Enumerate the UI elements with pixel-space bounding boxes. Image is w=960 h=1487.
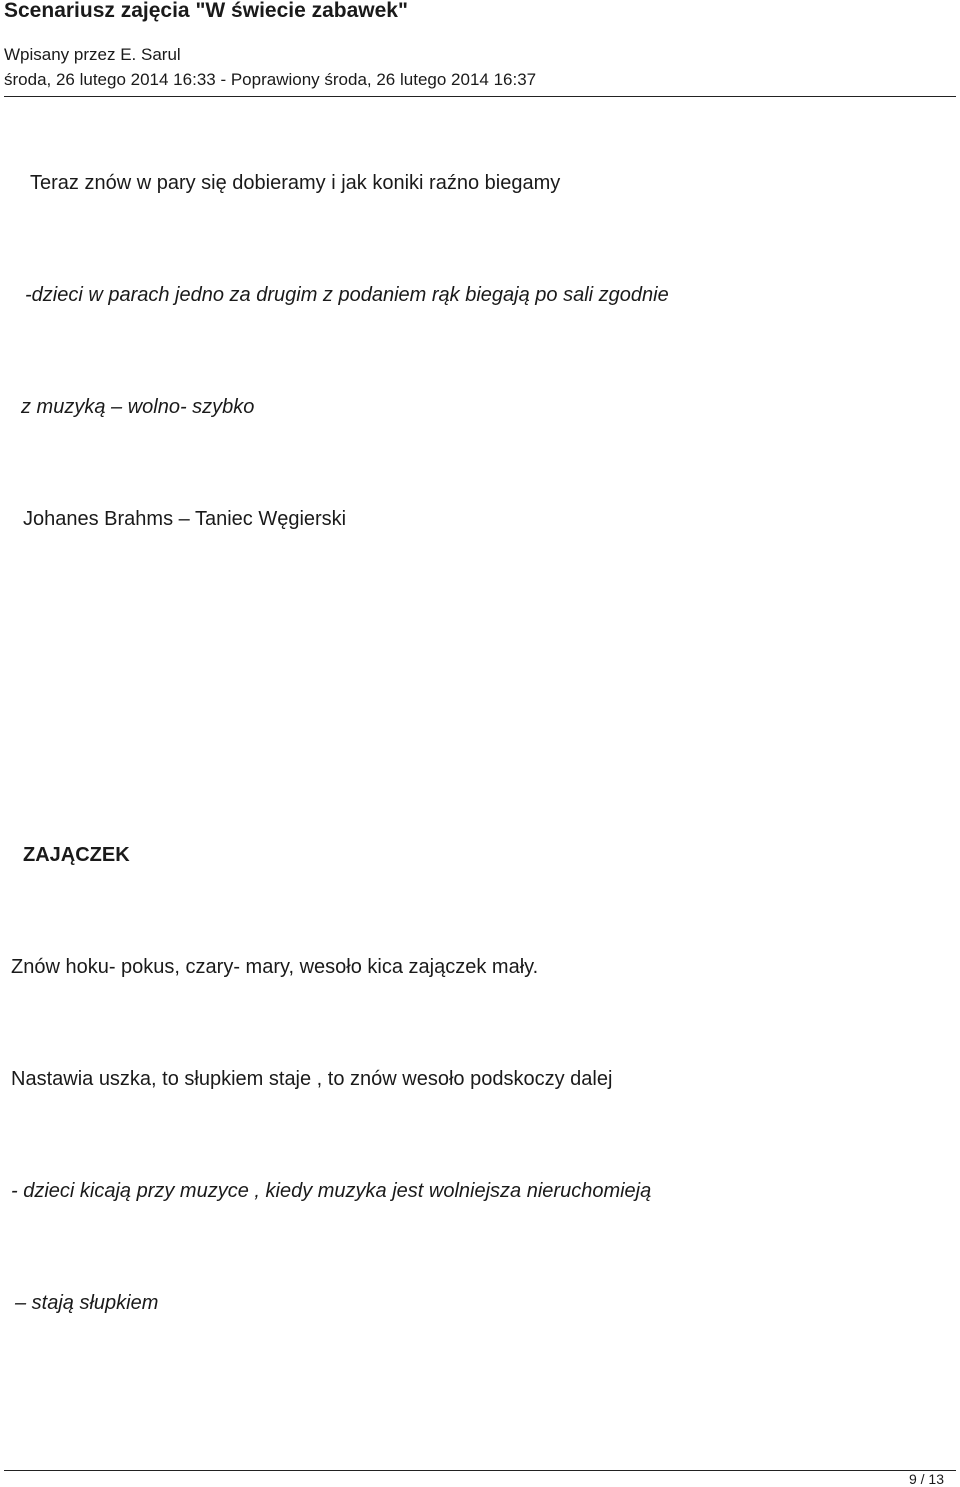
author-line: Wpisany przez E. Sarul <box>4 45 181 64</box>
music-reference: Johanes Brahms – Taniec Węgierski <box>23 508 347 530</box>
verse-line-pairs: Teraz znów w pary się dobieramy i jak koniki raźno biegamy <box>30 172 561 194</box>
verse-line-hop: Znów hoku- pokus, czary- mary, wesoło kica zajączek mały. <box>11 956 539 978</box>
section-heading: ZAJĄCZEK <box>23 844 130 866</box>
instruction-line-hop: - dzieci kicają przy muzyce , kiedy muzyka jest wolniejsza nieruchomieją <box>11 1180 652 1202</box>
document-title: Scenariusz zajęcia "W świecie zabawek" <box>4 0 408 22</box>
instruction-line-pairs: -dzieci w parach jedno za drugim z podaniem rąk biegają po sali zgodnie <box>25 284 669 306</box>
instruction-line-stand: – stają słupkiem <box>15 1292 159 1314</box>
verse-line-ears: Nastawia uszka, to słupkiem staje , to znów wesoło podskoczy dalej <box>11 1068 613 1090</box>
header-divider <box>4 96 956 97</box>
footer-divider <box>4 1470 956 1471</box>
instruction-line-tempo: z muzyką – wolno- szybko <box>21 396 255 418</box>
page-number: 9 / 13 <box>908 1471 944 1487</box>
date-line: środa, 26 lutego 2014 16:33 - Poprawiony środa, 26 lutego 2014 16:37 <box>4 70 537 89</box>
